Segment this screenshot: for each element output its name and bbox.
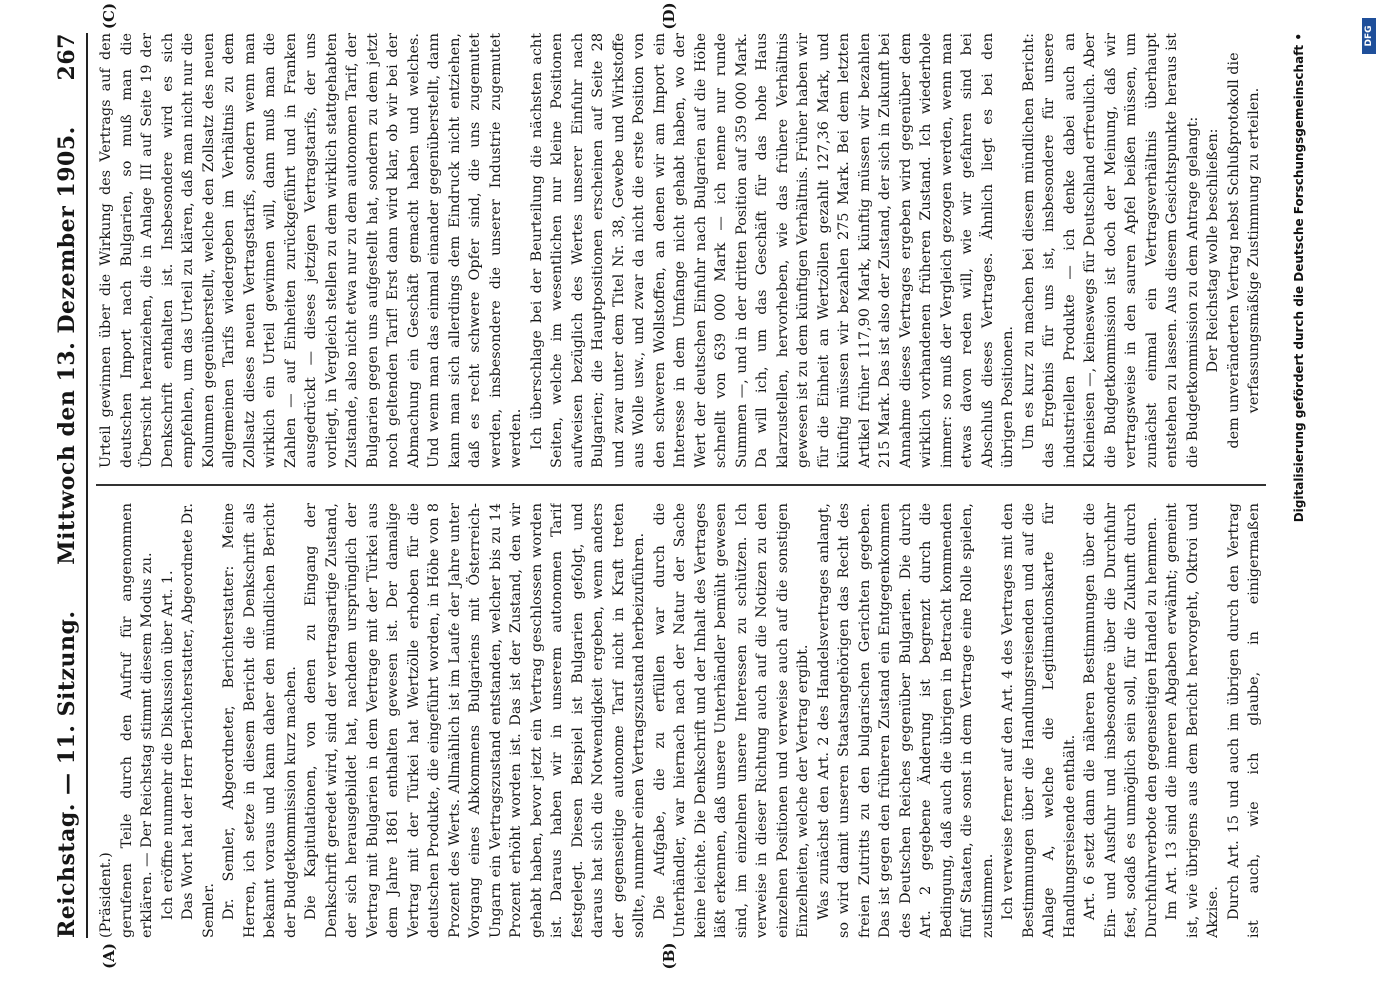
- page-header: [50, 33, 84, 938]
- dfg-logo: DFG: [1362, 18, 1376, 54]
- paragraph: Art. 6 setzt dann die näheren Bestimmungen über die Ein- und Ausfuhr und insbesondere über die Durchfuhr fest, sodaß es unmöglich sein soll, für die Zukunft durch Durchfuhrverbote den gegenseitigen Handel zu hemmen.: [1082, 503, 1160, 938]
- paragraph: Urteil gewinnen über die Wirkung des Vertrags auf den deutschen Import nach Bulgarien, so muß man die Übersicht heranziehen, die in Anlage III auf Seite 19 der Denkschrift enthalten ist. Insbesondere wird es sich empfehlen, um das Urteil zu klären, daß man nicht nur die Kolumnen gegenüberstellt, welche den Zollsatz des neuen allgemeinen Tarifs wiedergeben im Verhältnis zu dem Zollsatz dieses neuen Vertragstarifs, sondern wenn man wirklich ein Urteil gewinnen will, dann muß man die Zahlen — auf Einheiten zurückgeführt und in Franken ausgedrückt — dieses jetzigen Vertragstarifs, der uns vorliegt, in Vergleich stellen zu dem wirklich stattgehabten Zustande, also nicht etwa nur zu dem autonomen Tarif, der Bulgarien gegen uns aufgestellt hat, sondern zu dem jetzt noch geltenden Tarif! Erst dann wird klar, ob wir bei der Abmachung ein Geschäft gemacht haben und welches. Und wenn man das einmal einander gegenüberstellt, dann kann man sich allerdings dem Eindruck nicht entziehen, daß es recht schwere Opfer sind, die uns zugemutet werden, insbesondere die unserer Industrie zugemutet werden.: [98, 33, 524, 468]
- paragraph: Um es kurz zu machen bei diesem mündlichen Bericht: das Ergebnis für uns ist, insbesondere für unsere industriellen Produkte — ich denke dabei auch an Kleineisen —, keineswegs für Deutschland erfreulich. Aber die Budgetkommission ist doch der Meinung, daß wir vertragsweise in den sauren Apfel beißen müssen, um zunächst einmal ein Vertragsverhältnis überhaupt entstehen zu lassen. Aus diesem Gesichtspunkte heraus ist die Budgetkommission zu dem Antrage gelangt:: [1020, 33, 1201, 468]
- header-date: Mittwoch den 13. Dezember 1905.: [54, 126, 80, 565]
- margin-mark-c: (C): [100, 2, 118, 30]
- paragraph: Durch Art. 15 und auch im übrigen durch den Vertrag ist auch, wie ich glaube, in einigermaßen: [1225, 503, 1262, 938]
- paragraph: Was zunächst den Art. 2 des Handelsvertrages anlangt, so wird damit unseren Staatsangehörigen das Recht des freien Zutritts zu den bulgarischen Gerichten gegeben. Das ist gegen den früheren Zustand ein Entgegenkommen des Deutschen Reiches gegenüber Bulgarien. Die durch Art. 2 gegebene Änderung ist begrenzt durch die Bedingung, daß auch die übrigen in Betracht kommenden fünf Staaten, die sonst in dem Vertrage eine Rolle spielen, zustimmen.: [815, 503, 996, 938]
- column-divider: [96, 485, 1266, 487]
- margin-mark-b: (B): [660, 942, 678, 970]
- page-number: 267: [54, 33, 80, 81]
- paragraph: Die Aufgabe, die zu erfüllen war durch die Unterhändler, war hiernach nach der Natur der Sache keine leichte. Die Denkschrift und der Inhalt des Vertrages läßt erkennen, daß unsere Unterhändler bemüht gewesen sind, im einzelnen unsere Interessen zu schützen. Ich verweise in dieser Richtung auch auf die Notizen zu den einzelnen Positionen und verweise auch auf die sonstigen Einzelheiten, welche der Vertrag ergibt.: [651, 503, 811, 938]
- paragraph: Die Kapitulationen, von denen zu Eingang der Denkschrift geredet wird, sind der vertragsartige Zustand, der sich herausgebildet hat, nachdem ursprünglich der Vertrag mit Bulgarien in dem Vertrage mit der Türkei aus dem Jahre 1861 enthalten gewesen ist. Der damalige Vertrag mit der Türkei hat Wertzölle erhoben für die deutschen Produkte, die eingeführt worden, in Höhe von 8 Prozent des Werts. Allmählich ist im Laufe der Jahre unter Vorgang eines Abkommens Bulgariens mit Österreich-Ungarn ein Vertragszustand entstanden, welcher bis zu 14 Prozent erhöht worden ist. Das ist der Zustand, den wir gehabt haben, bevor jetzt ein Vertrag geschlossen worden ist. Daraus haben wir in unserem autonomen Tarif festgelegt. Diesen Beispiel ist Bulgarien gefolgt, und daraus hat sich die Notwendigkeit ergeben, wenn anders der gegenseitige autonome Tarif nicht in Kraft treten sollte, nunmehr einen Vertragszustand herbeizuführen.: [303, 503, 647, 938]
- applause-note: [1265, 33, 1267, 468]
- paragraph: Ich eröffne nunmehr die Diskussion über Art. 1.: [159, 570, 176, 920]
- motion-heading: Der Reichstag wolle beschließen:: [1205, 128, 1221, 373]
- header-left-title: Reichstag. — 11. Sitzung.: [54, 610, 80, 938]
- paragraph: gerufenen Teile durch den Aufruf für angenommen erklären. — Der Reichstag stimmt diesem Modus zu.: [118, 503, 155, 938]
- motion-text: dem unveränderten Vertrag nebst Schlußprotokoll die verfassungsmäßige Zustimmung zu erteilen.: [1225, 52, 1262, 449]
- margin-mark-a: (A): [100, 943, 118, 969]
- header-rule: [86, 33, 88, 938]
- paragraph: (Präsident.): [98, 852, 114, 938]
- paragraph: Das Wort hat der Herr Berichterstatter, Abgeordnete Dr. Semler.: [180, 503, 217, 938]
- digitization-credit: Digitalisierung gefördert durch die Deutsche Forschungsgemeinschaft •: [1292, 33, 1306, 523]
- paragraph: Ich überschlage bei der Beurteilung die nächsten acht Seiten, welche im wesentlichen nur kleine Positionen aufweisen bezüglich des Wertes unserer Einfuhr nach Bulgarien; die Hauptpositionen erscheinen auf Seite 28 und zwar unter dem Titel Nr. 38, Gewebe und Wirkstoffe aus Wolle usw., und zwar da nicht die erste Position von den schweren Wollstoffen, an denen wir am Import ein Interesse in dem Umfange nicht gehabt haben, wo der Wert der deutschen Einfuhr nach Bulgarien auf die Höhe schnellt von 639 000 Mark — ich nenne nur runde Summen —, und in der dritten Position auf 359 000 Mark. Da will ich, um das Geschäft für das hohe Haus klarzustellen, hervorheben, wie das frühere Verhältnis gewesen ist zu dem künftigen Verhältnis. Früher haben wir für die Einheit an Wertzöllen gezahlt 127,36 Mark, und künftig müssen wir bezahlen 275 Mark. Bei dem letzten Artikel früher 117,90 Mark, künftig müssen wir bezahlen 215 Mark. Das ist also der Zustand, der sich in Zukunft bei Annahme dieses Vertrages ergeben wird gegenüber dem wirklich vorhandenen früheren Zustand. Ich wiederhole immer: so muß der Vergleich gezogen werden, wenn man etwas davon reden will, wie wir gefahren sind bei Abschluß dieses Vertrages. Ähnlich liegt es bei den übrigen Positionen.: [528, 33, 1016, 468]
- paragraph: Dr. Semler, Abgeordneter, Berichterstatter: Meine Herren, ich setze in diesem Bericht die Denkschrift als bekannt voraus und kann daher den mündlichen Bericht der Budgetkommission kurz machen.: [221, 503, 299, 938]
- text-columns: [96, 33, 1266, 938]
- left-column: [96, 503, 1266, 938]
- paragraph: Im Art. 13 sind die inneren Abgaben erwähnt; gemeint ist, wie übrigens aus dem Bericht hervorgeht, Oktroi und Akzise.: [1164, 503, 1221, 938]
- margin-mark-d: (D): [660, 2, 678, 30]
- right-column: [96, 33, 1266, 468]
- paragraph: Ich verweise ferner auf den Art. 4 des Vertrages mit den Bestimmungen über die Handlungsreisenden und auf die Anlage A, welche die Legitimationskarte für Handlungsreisende enthält.: [1000, 503, 1078, 938]
